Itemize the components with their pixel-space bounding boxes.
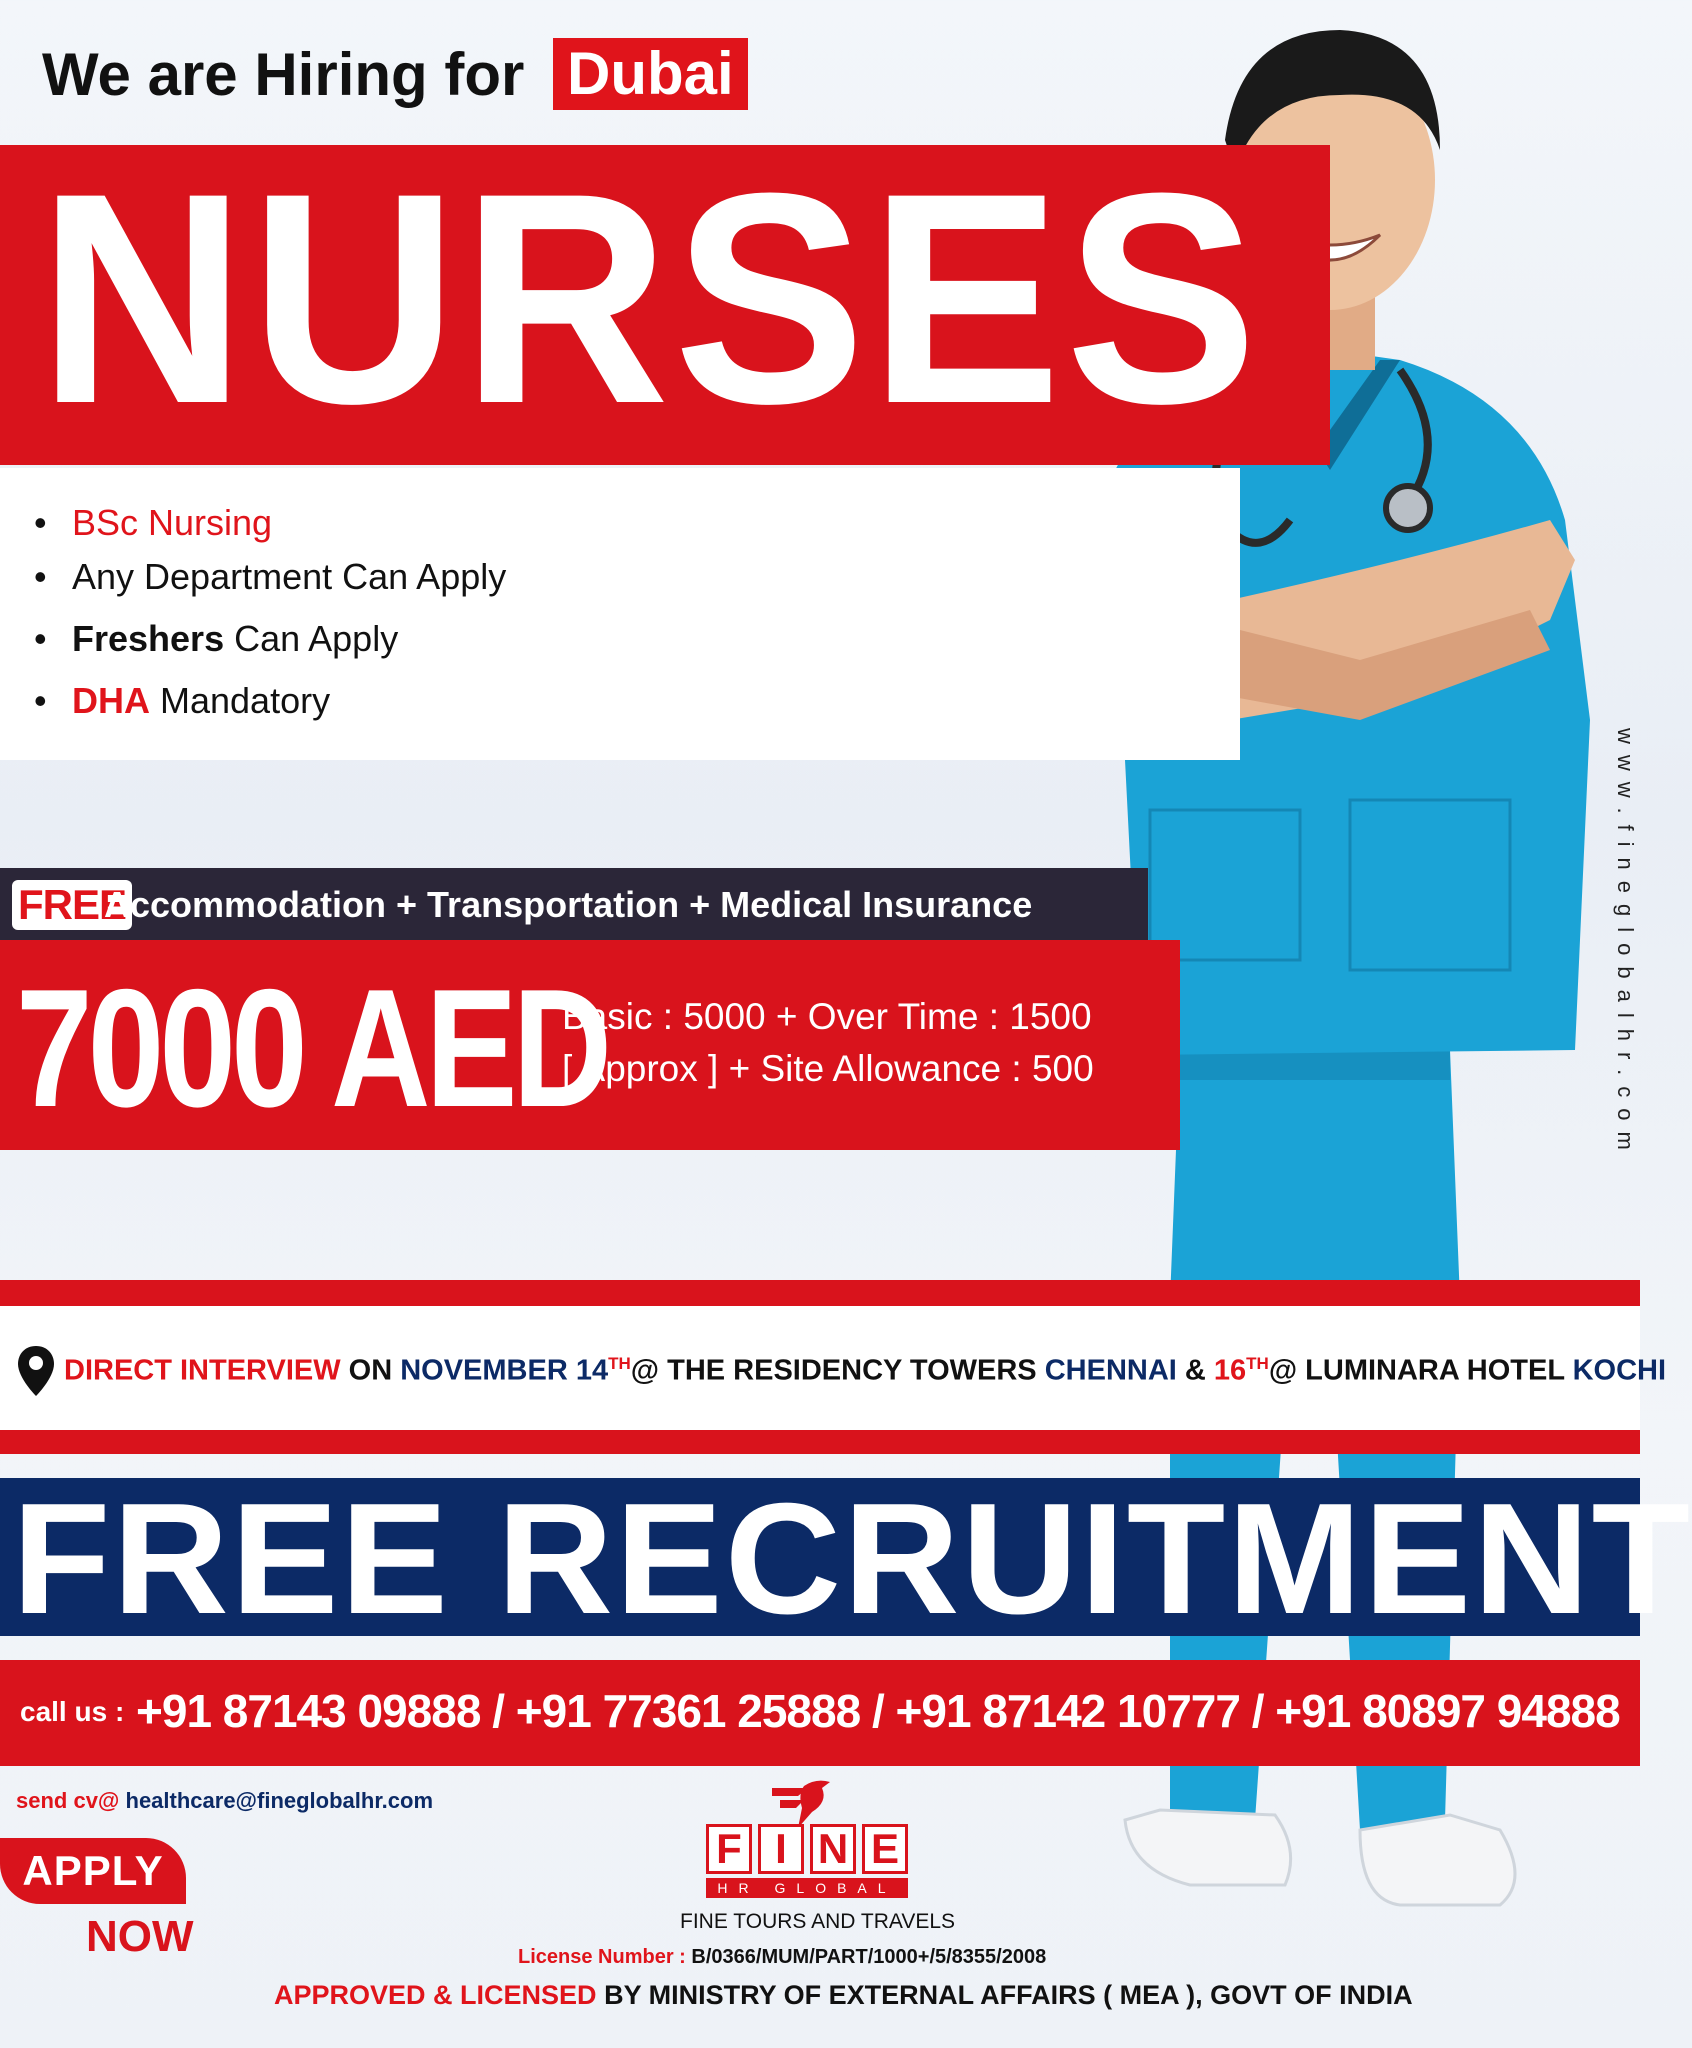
- logo-letter: I: [758, 1824, 804, 1874]
- interview-text: ON: [340, 1354, 401, 1387]
- company-logo: [706, 1824, 908, 1900]
- phone-numbers[interactable]: +91 87143 09888 / +91 77361 25888 / +91 87142 10777 / +91 80897 94888: [136, 1685, 1620, 1737]
- requirement-item: [34, 618, 398, 660]
- apply-now-text: NOW: [86, 1912, 194, 1961]
- company-name: FINE TOURS AND TRAVELS: [680, 1910, 956, 1933]
- requirement-item: [34, 680, 330, 722]
- apply-button[interactable]: APPLY: [0, 1838, 186, 1904]
- requirement-item: [34, 556, 506, 598]
- logo-letter: F: [706, 1824, 752, 1874]
- approval-text: BY MINISTRY OF EXTERNAL AFFAIRS ( MEA ), GOVT OF INDIA: [596, 1980, 1413, 2010]
- license-info: [518, 1946, 1046, 1969]
- requirement-text: Can Apply: [224, 618, 399, 659]
- cv-contact: [16, 1788, 433, 1814]
- date-suffix: TH: [1246, 1354, 1269, 1373]
- approval-highlight: APPROVED & LICENSED: [274, 1980, 597, 2010]
- interview-venue-2: @ LUMINARA HOTEL: [1268, 1354, 1573, 1387]
- requirements-list: [0, 468, 1240, 760]
- logo-subtitle: HR GLOBAL: [706, 1878, 908, 1898]
- recruitment-title: FREE RECRUITMENT: [12, 1471, 1692, 1647]
- requirement-item: [34, 502, 272, 544]
- requirement-highlight: Freshers: [72, 618, 225, 659]
- requirement-highlight: DHA: [72, 680, 150, 721]
- job-title: NURSES: [38, 130, 1262, 466]
- interview-city-2: KOCHI: [1572, 1354, 1667, 1387]
- city-badge: Dubai: [553, 38, 748, 110]
- divider: [0, 1280, 1640, 1306]
- requirement-text: Mandatory: [150, 680, 331, 721]
- interview-date-1: NOVEMBER 14: [400, 1354, 609, 1387]
- logo-letter: E: [862, 1824, 908, 1874]
- email-link[interactable]: healthcare@fineglobalhr.com: [125, 1788, 434, 1813]
- interview-city-1: CHENNAI: [1044, 1354, 1177, 1387]
- benefits-text: Accommodation + Transportation + Medical Insurance: [104, 884, 1033, 925]
- headline-text: We are Hiring for: [42, 41, 525, 108]
- logo-letter: N: [810, 1824, 856, 1874]
- date-suffix: TH: [608, 1354, 631, 1373]
- requirement-text: Any Department Can Apply: [72, 556, 507, 597]
- salary-breakdown-line1: Basic : 5000 + Over Time : 1500: [562, 996, 1092, 1037]
- salary-breakdown-line2: [ Approx ] + Site Allowance : 500: [562, 1048, 1094, 1089]
- location-pin-icon: [16, 1344, 56, 1398]
- approval-statement: [274, 1980, 1413, 2011]
- call-label: call us :: [20, 1696, 125, 1727]
- interview-venue-1: @ THE RESIDENCY TOWERS: [630, 1354, 1045, 1387]
- license-label: License Number :: [518, 1946, 692, 1968]
- website-link[interactable]: www.fineglobalhr.com: [1613, 728, 1638, 1161]
- interview-details: [64, 1354, 1666, 1388]
- interview-type: DIRECT INTERVIEW: [64, 1354, 341, 1387]
- license-number: B/0366/MUM/PART/1000+/5/8355/2008: [691, 1946, 1047, 1968]
- bird-logo-icon: [768, 1778, 838, 1830]
- requirement-text: BSc Nursing: [72, 502, 273, 543]
- interview-text: &: [1176, 1354, 1214, 1387]
- salary-amount: 7000 AED: [16, 954, 608, 1142]
- cv-label: send cv@: [16, 1788, 126, 1813]
- free-tag: FREE: [12, 880, 132, 930]
- divider: [0, 1430, 1640, 1454]
- interview-date-2: 16: [1213, 1354, 1247, 1387]
